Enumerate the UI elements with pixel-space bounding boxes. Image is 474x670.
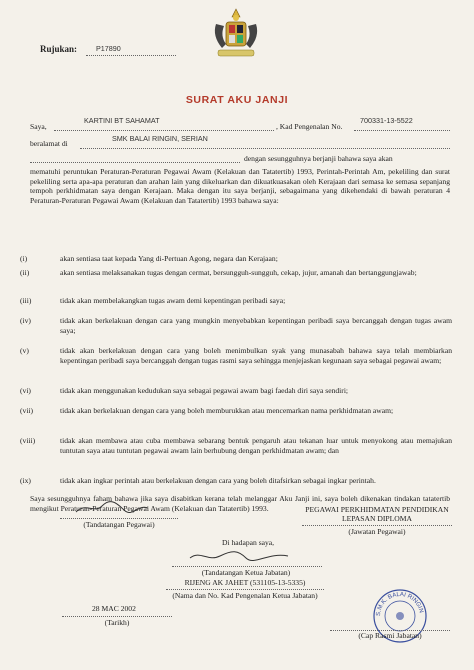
list-item-number: (viii) bbox=[20, 436, 36, 445]
list-item: tidak akan membelakangkan tugas awam demi kepentingan peribadi saya; bbox=[60, 296, 286, 305]
beralamat-label: beralamat di bbox=[30, 139, 68, 148]
kp-value: 700331-13-5522 bbox=[360, 116, 413, 125]
kp-label: , Kad Pengenalan No. bbox=[276, 122, 343, 131]
ketua-name: RIJENG AK JAHET (531105-13-5335) bbox=[184, 578, 306, 587]
list-item: tidak akan ingkar perintah atau berkelakuan dengan cara yang boleh ditafsirkan sebagai ingkar perintah. bbox=[60, 476, 376, 485]
pledge-intro-paragraph: mematuhi peruntukan Peraturan-Peraturan Pegawai Awam (Kelakuan dan Tatatertib) 1993, Perintah-Perintah Am, pekeliling dan surat pekeliling serta apa-apa peraturan dan arahan lain yang dikeluarkan dan dikuatkuasakan oleh Kerajaan dari semasa ke semasa sepanjang tempoh perkhidmatan saya dengan Kerajaan. Maka dengan itu saya berjanji, sebagaimana yang dikehendaki di bawah peraturan 4 Peraturan-Peraturan Pegawai Awam (Kelakuan dan Tatatertib) 1993 bahawa saya: bbox=[30, 167, 450, 205]
kp-dotline bbox=[354, 130, 450, 131]
head-signature-line bbox=[172, 566, 322, 567]
list-item-number: (v) bbox=[20, 346, 29, 355]
closing-paragraph: Saya sesungguhnya faham bahawa jika saya disabitkan kerana telah melanggar Aku Janji ini, saya boleh dikenakan tindakan tatatertib mengikut Peraturan-Peraturan Pegawai Awam (Kelakuan dan Tatatertib) 1993. bbox=[30, 494, 450, 513]
list-item-number: (vii) bbox=[20, 406, 34, 415]
address-dotline bbox=[80, 148, 450, 149]
list-item: tidak akan membawa atau cuba membawa sebarang bentuk pengaruh atau tekanan luar untuk menyokong atau memajukan tuntutan saya atau tuntutan pegawai awam lain berhubung dengan perkhidmatan awam; dan bbox=[60, 436, 452, 455]
officer-signature-icon bbox=[72, 500, 152, 516]
list-item-number: (i) bbox=[20, 254, 28, 263]
officer-name: KARTINI BT SAHAMAT bbox=[84, 116, 160, 125]
tandatangan-pegawai-label: (Tandatangan Pegawai) bbox=[83, 520, 155, 529]
list-item: akan sentiasa melaksanakan tugas dengan cermat, bersungguh-sungguh, cekap, jujur, amanah dan bertanggungjawab; bbox=[60, 268, 417, 277]
ketua-name-line bbox=[166, 589, 324, 590]
jawatan-pegawai-label: (Jawatan Pegawai) bbox=[348, 527, 406, 536]
coat-of-arms-icon bbox=[208, 6, 264, 60]
cap-rasmi-label: (Cap Rasmi Jabatan) bbox=[358, 631, 422, 640]
tandatangan-ketua-label: (Tandatangan Ketua Jabatan) bbox=[201, 568, 291, 577]
rujukan-label: Rujukan: bbox=[40, 44, 78, 54]
list-item: tidak akan menggunakan kedudukan saya sebagai pegawai awam bagi faedah diri saya sendiri; bbox=[60, 386, 349, 395]
jawatan-line-2: LEPASAN DIPLOMA bbox=[342, 514, 412, 523]
list-item-number: (iv) bbox=[20, 316, 31, 325]
pledge-line-end: dengan sesungguhnya berjanji bahawa saya akan bbox=[244, 154, 393, 163]
list-item-number: (iii) bbox=[20, 296, 32, 305]
rujukan-value: P17890 bbox=[96, 44, 121, 53]
list-item-number: (vi) bbox=[20, 386, 31, 395]
di-hadapan-label: Di hadapan saya, bbox=[222, 538, 275, 547]
page-title: SURAT AKU JANJI bbox=[185, 94, 289, 106]
officer-signature-line bbox=[60, 518, 178, 519]
jawatan-line bbox=[302, 525, 452, 526]
jawatan-line-1: PEGAWAI PERKHIDMATAN PENDIDIKAN bbox=[305, 505, 449, 514]
rujukan-dotline bbox=[86, 55, 176, 56]
address-dotline-2 bbox=[30, 162, 240, 163]
saya-label: Saya, bbox=[30, 122, 47, 131]
list-item: tidak akan berkelakuan dengan cara yang boleh memburukkan atau mencemarkan nama perkhidmatan awam; bbox=[60, 406, 394, 415]
name-dotline bbox=[54, 130, 274, 131]
tarikh-label: (Tarikh) bbox=[104, 618, 130, 627]
list-item: tidak akan berkelakuan dengan cara yang boleh menimbulkan syak yang munasabah bahawa saya telah membiarkan kepentingan peribadi saya bercanggah dengan tugas rasmi saya sehingga menjejaskan kegunaan saya sebagai pegawai awam; bbox=[60, 346, 452, 365]
officer-address: SMK BALAI RINGIN, SERIAN bbox=[112, 134, 208, 143]
nama-ketua-label: (Nama dan No. Kad Pengenalan Ketua Jabatan) bbox=[172, 591, 318, 600]
date-line bbox=[62, 616, 172, 617]
list-item-number: (ii) bbox=[20, 268, 30, 277]
list-item: tidak akan berkelakuan dengan cara yang mungkin menyebabkan kepentingan peribadi saya bercanggah dengan tugas awam saya; bbox=[60, 316, 452, 335]
date-value: 28 MAC 2002 bbox=[92, 604, 136, 613]
list-item: akan sentiasa taat kepada Yang di-Pertuan Agong, negara dan Kerajaan; bbox=[60, 254, 278, 263]
list-item-number: (ix) bbox=[20, 476, 31, 485]
head-signature-icon bbox=[184, 548, 294, 564]
stamp-ring-text: S.M.K. BALAI RINGIN bbox=[375, 591, 424, 617]
